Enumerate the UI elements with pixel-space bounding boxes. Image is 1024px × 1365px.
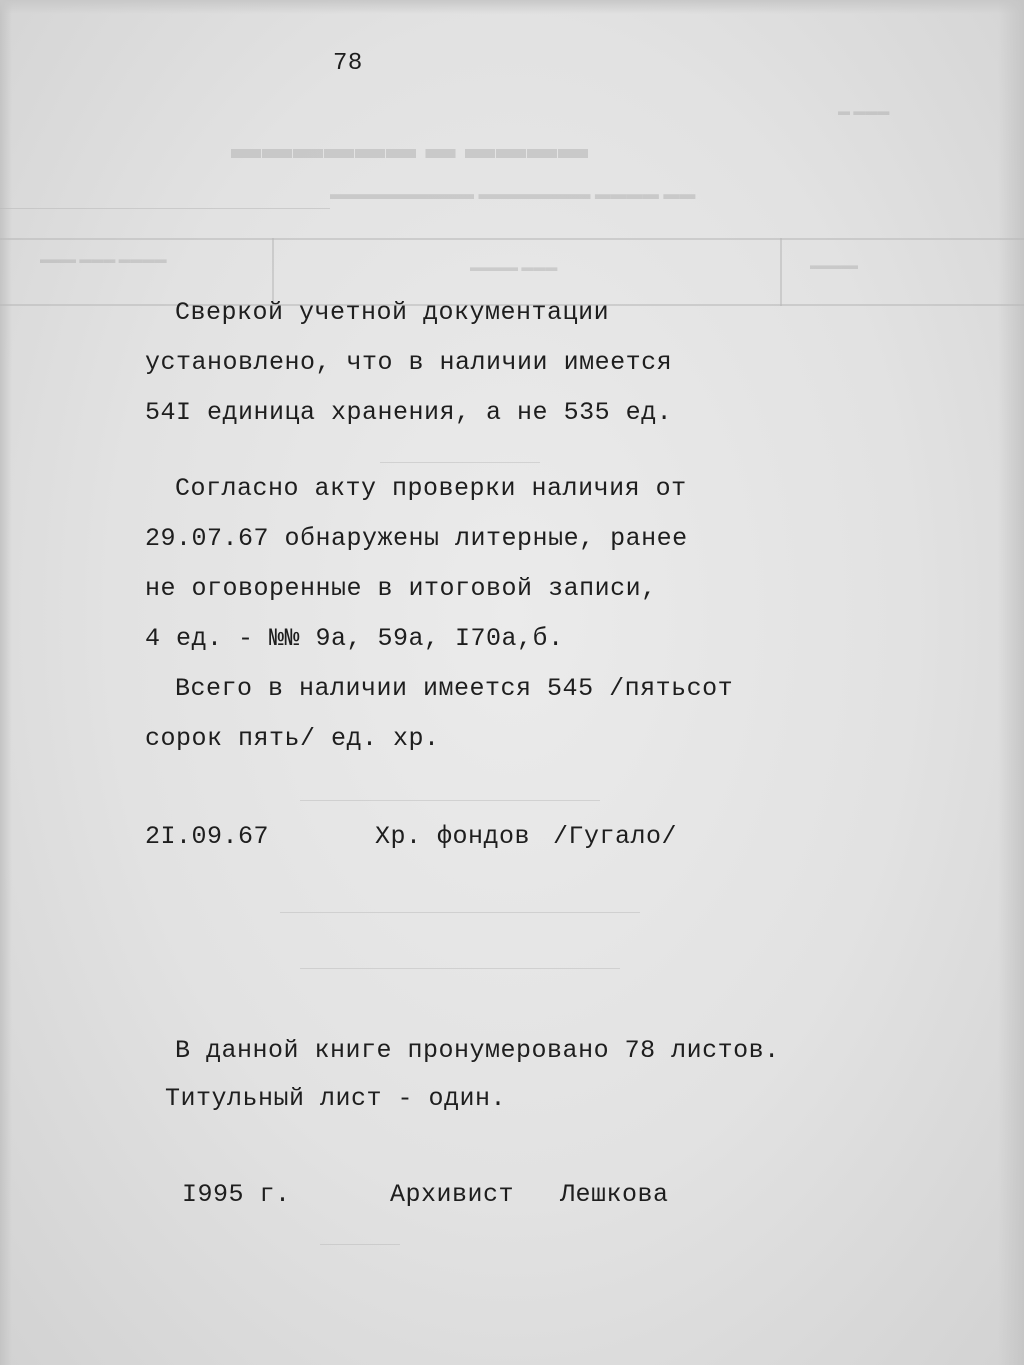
bleed-through-table-column [272,238,274,306]
bleed-through-heading: ▬▬▬▬ ▬ ▬▬▬▬▬▬ [230,132,588,165]
bleed-through-table-header: ▬▬▬▬ [810,258,858,272]
certification-line: Титульный лист - один. [165,1084,507,1113]
bleed-through-underline [0,208,330,209]
page-shadow-right [998,0,1024,1365]
verification-line: установлено, что в наличии имеется [145,348,673,377]
signature-1967-date: 2I.09.67 [145,822,270,851]
bleed-through-text-trace [300,968,620,969]
inspection-line: Всего в наличии имеется 545 /пятьсот [175,674,734,703]
bleed-through-text-trace [320,1244,400,1245]
certification-line: В данной книге пронумеровано 78 листов. [175,1036,780,1065]
inspection-line: 29.07.67 обнаружены литерные, ранее [145,524,688,553]
bleed-through-table-header: ▬▬▬▬ ▬▬▬ ▬▬▬ [40,252,167,266]
bleed-through-corner-mark: ▬▬▬ ▬ [838,104,890,118]
verification-line: Сверкой учетной документации [175,298,610,327]
bleed-through-text-trace [380,462,540,463]
bleed-through-table-header: ▬▬▬ ▬▬▬▬ [470,260,558,274]
signature-1967-name: /Гугало/ [553,822,678,851]
inspection-line: не оговоренные в итоговой записи, [145,574,657,603]
page-shadow-left [0,0,12,1365]
signature-1995-role: Архивист [390,1180,515,1209]
signature-1967-role: Хр. фондов [375,822,531,851]
verification-line: 54I единица хранения, а не 535 ед. [145,398,673,427]
page-number: 78 [333,50,363,77]
inspection-line: Согласно акту проверки наличия от [175,474,687,503]
bleed-through-subheading: ▬▬ ▬▬▬▬ ▬▬▬▬▬▬▬ ▬▬▬▬▬▬▬▬▬ [330,186,696,203]
page-shadow-top [0,0,1024,14]
signature-1995-date: I995 г. [182,1180,291,1209]
bleed-through-table-rule [0,238,1024,240]
inspection-line: 4 ед. - №№ 9а, 59а, I70а,б. [145,624,564,653]
inspection-line: сорок пять/ ед. хр. [145,724,440,753]
signature-1995-name: Лешкова [560,1180,669,1209]
bleed-through-table-column [780,238,782,306]
bleed-through-text-trace [280,912,640,913]
bleed-through-text-trace [300,800,600,801]
